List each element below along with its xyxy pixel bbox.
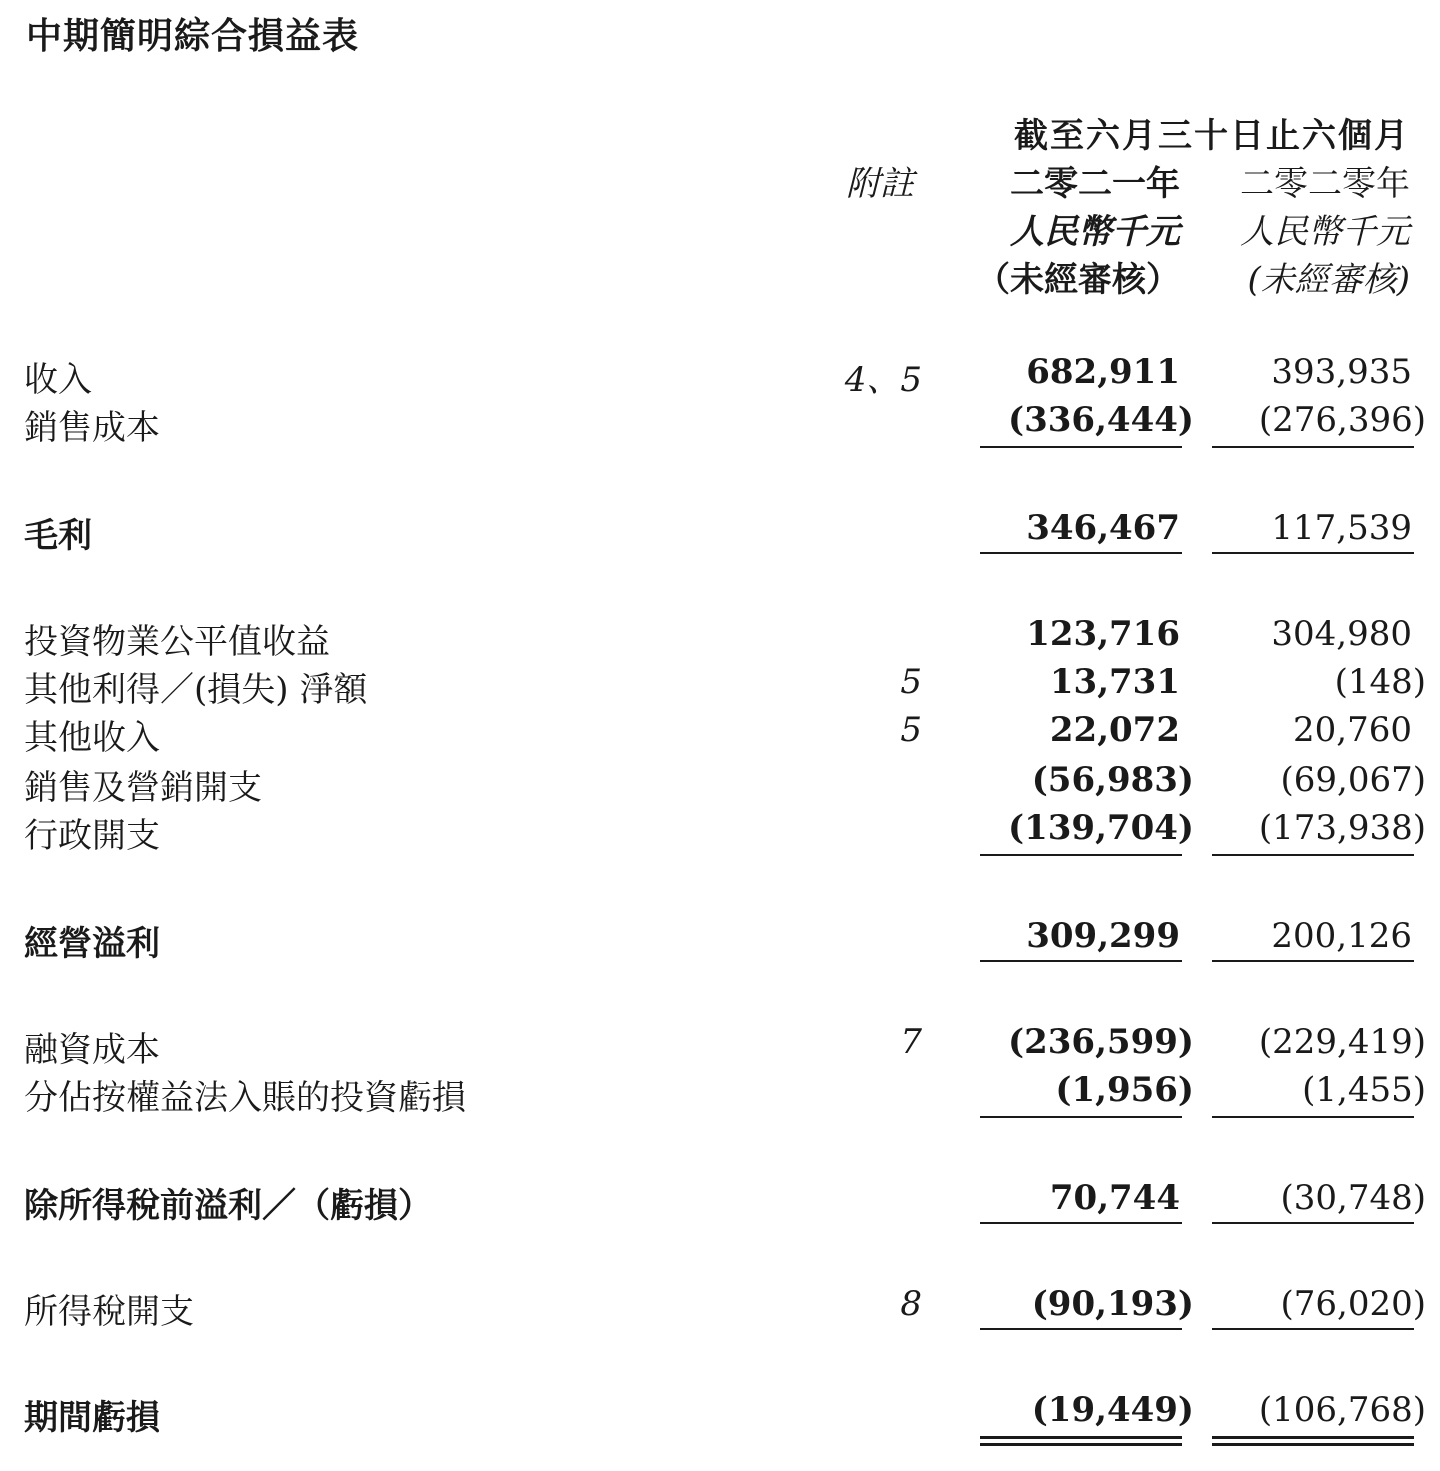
value-2020: 117,539: [1271, 508, 1412, 548]
subtotal-rule-2021: [980, 552, 1182, 554]
subtotal-rule-2020: [1212, 446, 1414, 448]
row-note: 8: [900, 1284, 922, 1324]
value-2021: 13,731: [1049, 662, 1180, 702]
table-row-finance-costs: [0, 1022, 1440, 1070]
currency-2020-header: 人民幣千元: [1240, 212, 1410, 252]
value-2020: 200,126: [1271, 916, 1412, 956]
row-note: 5: [900, 662, 922, 702]
subtotal-rule-2020: [1212, 552, 1414, 554]
table-row-loss-for-period: [0, 1390, 1440, 1438]
period-header: 截至六月三十日止六個月: [1014, 116, 1410, 156]
audit-2021-header: （未經審核）: [976, 260, 1180, 300]
value-2021: (336,444): [1008, 400, 1194, 440]
year-2020-header: 二零二零年: [1240, 164, 1410, 204]
subtotal-rule-2021: [980, 1328, 1182, 1330]
row-label: 分佔按權益法入賬的投資虧損: [24, 1078, 466, 1118]
value-2020: 393,935: [1271, 352, 1412, 392]
subtotal-rule-2020: [1212, 960, 1414, 962]
subtotal-rule-2020: [1212, 854, 1414, 856]
audit-2020-header: (未經審核): [1247, 260, 1410, 300]
value-2021: 346,467: [1026, 508, 1180, 548]
table-row-gross-profit: [0, 508, 1440, 556]
row-label: 所得稅開支: [24, 1292, 194, 1332]
value-2020: (173,938): [1258, 808, 1426, 848]
row-label: 銷售及營銷開支: [24, 768, 262, 808]
row-label: 收入: [24, 360, 92, 400]
table-row-share-of-losses: [0, 1070, 1440, 1118]
value-2020: 20,760: [1293, 710, 1412, 750]
row-label: 除所得稅前溢利／（虧損）: [24, 1186, 432, 1226]
value-2021: (1,956): [1055, 1070, 1194, 1110]
table-row-revenue: [0, 352, 1440, 400]
subtotal-rule-2021: [980, 446, 1182, 448]
subtotal-rule-2020: [1212, 1222, 1414, 1224]
value-2021: 70,744: [1049, 1178, 1180, 1218]
table-row-cost-of-sales: [0, 400, 1440, 448]
note-column-header: 附註: [846, 164, 914, 204]
value-2020: (229,419): [1258, 1022, 1426, 1062]
table-row-selling-expenses: [0, 760, 1440, 808]
subtotal-rule-2020: [1212, 1116, 1414, 1118]
value-2020: (30,748): [1280, 1178, 1426, 1218]
value-2020: (76,020): [1280, 1284, 1426, 1324]
subtotal-rule-2021: [980, 960, 1182, 962]
value-2021: 22,072: [1049, 710, 1180, 750]
subtotal-rule-2021: [980, 854, 1182, 856]
value-2020: (1,455): [1302, 1070, 1426, 1110]
row-label: 其他利得／(損失) 淨額: [24, 670, 368, 710]
table-row-income-tax: [0, 1284, 1440, 1332]
row-label: 期間虧損: [24, 1398, 160, 1438]
row-note: 7: [900, 1022, 922, 1062]
table-row-other-gains: [0, 662, 1440, 710]
value-2020: (69,067): [1280, 760, 1426, 800]
total-double-rule-2020: [1212, 1436, 1414, 1446]
value-2021: 682,911: [1026, 352, 1180, 392]
currency-2021-header: 人民幣千元: [1010, 212, 1180, 252]
table-row-operating-profit: [0, 916, 1440, 964]
row-label: 銷售成本: [24, 408, 160, 448]
value-2020: (148): [1334, 662, 1426, 702]
row-note: 5: [900, 710, 922, 750]
row-label: 行政開支: [24, 816, 160, 856]
table-row-other-income: [0, 710, 1440, 758]
statement-title: 中期簡明綜合損益表: [26, 16, 360, 57]
value-2020: 304,980: [1271, 614, 1412, 654]
subtotal-rule-2020: [1212, 1328, 1414, 1330]
row-label: 毛利: [24, 516, 92, 556]
value-2021: 309,299: [1026, 916, 1180, 956]
table-row-fair-value-gain: [0, 614, 1440, 662]
value-2021: (56,983): [1031, 760, 1194, 800]
row-label: 經營溢利: [24, 924, 160, 964]
value-2021: (139,704): [1008, 808, 1194, 848]
row-label: 其他收入: [24, 718, 160, 758]
year-2021-header: 二零二一年: [1010, 164, 1180, 204]
subtotal-rule-2021: [980, 1116, 1182, 1118]
row-label: 投資物業公平值收益: [24, 622, 330, 662]
row-label: 融資成本: [24, 1030, 160, 1070]
table-row-admin-expenses: [0, 808, 1440, 856]
total-double-rule-2021: [980, 1436, 1182, 1446]
row-note: 4、5: [844, 360, 922, 400]
value-2021: 123,716: [1026, 614, 1180, 654]
value-2020: (106,768): [1258, 1390, 1426, 1430]
value-2020: (276,396): [1258, 400, 1426, 440]
subtotal-rule-2021: [980, 1222, 1182, 1224]
value-2021: (90,193): [1031, 1284, 1194, 1324]
table-row-profit-before-tax: [0, 1178, 1440, 1226]
value-2021: (236,599): [1008, 1022, 1194, 1062]
value-2021: (19,449): [1031, 1390, 1194, 1430]
